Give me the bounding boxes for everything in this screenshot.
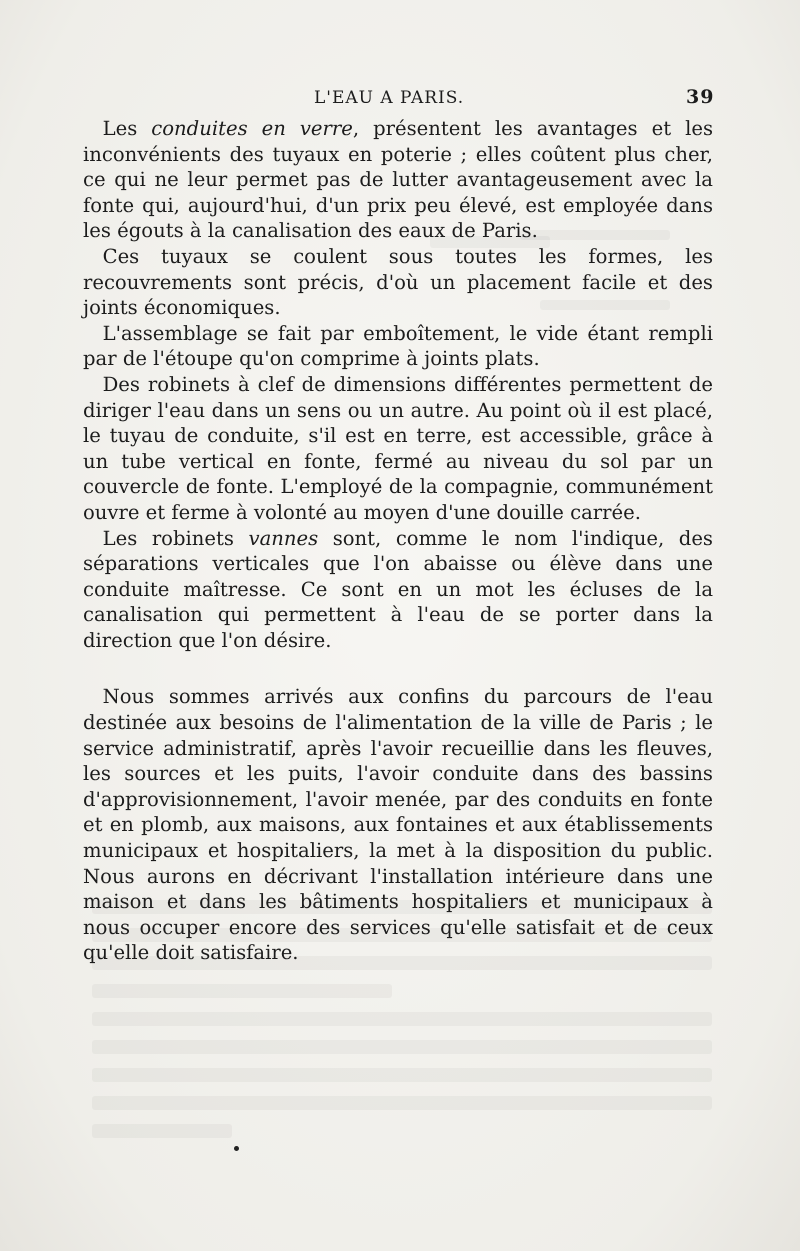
paragraph-italic: conduites en verre — [151, 117, 353, 140]
paragraph-text: sont, comme le nom l'indique, des séparations verticales que l'on abaisse ou élève dans une conduite maîtresse. Ce sont en un mot les écluses de la canalisation qui permettent à l'eau de se porter dans la direction que l'on désire. — [83, 526, 713, 652]
running-title: L'EAU A PARIS. — [314, 88, 465, 108]
paragraph-tuyaux-formes — [83, 244, 713, 321]
paragraph-assemblage — [83, 321, 713, 372]
paragraph-robinets-a-clef — [83, 372, 713, 526]
paragraph-conduites-en-verre — [83, 116, 713, 244]
paragraph-text: , présentent les avantages et les inconvénients des tuyaux en poterie ; elles coûtent plus cher, ce qui ne leur permet pas de lutter avantageusement avec la fonte qui, aujourd'hui, d'un prix peu élevé, est employée dans les égouts à la canalisation des eaux de Paris. — [83, 117, 713, 243]
running-header — [0, 86, 800, 112]
paragraph-text: L'assemblage se fait par emboîtement, le vide étant rempli par de l'étoupe qu'on comprime à joints plats. — [83, 321, 713, 371]
paragraph-text: Ces tuyaux se coulent sous toutes les formes, les recouvrements sont précis, d'où un placement facile et des joints économiques. — [83, 244, 713, 320]
paragraph-robinets-vannes — [83, 526, 713, 654]
page-number: 39 — [686, 86, 715, 108]
paragraph-text: Des robinets à clef de dimensions différentes permettent de diriger l'eau dans un sens ou un autre. Au point où il est placé, le tuyau de conduite, s'il est en terre, est accessible, grâce à un tube vertical en fonte, fermé au niveau du sol par un couvercle de fonte. L'employé de la compagnie, communément ouvre et ferme à volonté au moyen d'une douille carrée. — [83, 372, 713, 524]
paragraph-italic: vannes — [248, 526, 319, 550]
ink-speck — [234, 1146, 239, 1151]
paragraph-confins-du-parcours — [83, 684, 713, 966]
paragraph-text: Les — [102, 117, 152, 140]
body-text — [83, 116, 713, 966]
paragraph-text: Les robinets — [102, 526, 249, 550]
paragraph-text: Nous sommes arrivés aux confins du parcours de l'eau destinée aux besoins de l'alimentation de la ville de Paris ; le service administratif, après l'avoir recueillie dans les fleuves, les sources et les puits, l'avoir conduite dans des bassins d'approvisionnement, l'avoir menée, par des conduits en fonte et en plomb, aux maisons, aux fontaines et aux établissements municipaux et hospitaliers, la met à la disposition du public. Nous aurons en décrivant l'installation intérieure dans une maison et dans les bâtiments hospitaliers et municipaux à nous occuper encore des services qu'elle satisfait et de ceux qu'elle doit satisfaire. — [83, 685, 713, 965]
section-gap — [83, 653, 713, 684]
